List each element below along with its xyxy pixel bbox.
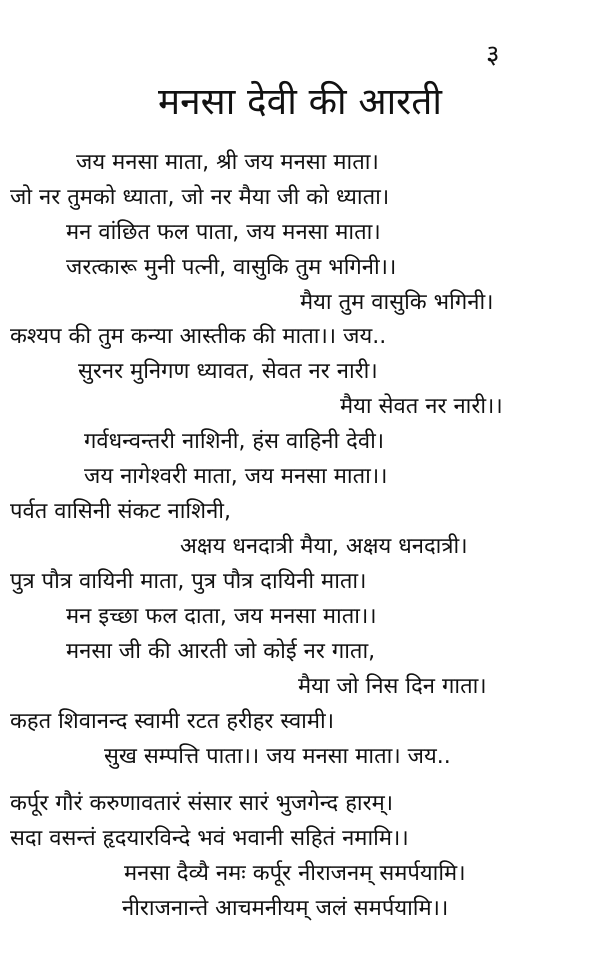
verse-line: सुख सम्पत्ति पाता।। जय मनसा माता। जय.. [104, 744, 451, 769]
verse-line: मन इच्छा फल दाता, जय मनसा माता।। [66, 604, 377, 629]
verse-line: कश्यप की तुम कन्या आस्तीक की माता।। जय.. [10, 324, 387, 349]
verse-line: अक्षय धनदात्री मैया, अक्षय धनदात्री। [180, 534, 468, 559]
verse-line: जरत्कारू मुनी पत्नी, वासुकि तुम भगिनी।। [66, 255, 397, 280]
verse-line: कहत शिवानन्द स्वामी रटत हरीहर स्वामी। [10, 709, 335, 734]
verse-line: मैया सेवत नर नारी।। [340, 394, 503, 419]
verse-line: सदा वसन्तं हृदयारविन्दे भवं भवानी सहितं नमामि।। [10, 826, 409, 851]
verse-line: जय नागेश्वरी माता, जय मनसा माता।। [84, 464, 388, 489]
verse-line: कर्पूर गौरं करुणावतारं संसार सारं भुजगेन्द हारम्। [10, 791, 394, 816]
verse-line: मनसा जी की आरती जो कोई नर गाता, [66, 639, 376, 664]
verse-line: गर्वधन्वन्तरी नाशिनी, हंस वाहिनी देवी। [84, 429, 385, 454]
verse-line: मैया जो निस दिन गाता। [298, 674, 487, 699]
page-number: ३ [486, 40, 500, 70]
verse-line: सुरनर मुनिगण ध्यावत, सेवत नर नारी। [78, 359, 378, 384]
page-title: मनसा देवी की आरती [158, 80, 442, 123]
verse-line: मन वांछित फल पाता, जय मनसा माता। [66, 220, 381, 245]
verse-line: नीराजनान्ते आचमनीयम् जलं समर्पयामि।। [122, 896, 449, 921]
verse-line: पुत्र पौत्र वायिनी माता, पुत्र पौत्र दायिनी माता। [10, 569, 367, 594]
verse-line: मनसा दैव्यै नमः कर्पूर नीराजनम् समर्पयामि। [124, 861, 466, 886]
verse-line: जय मनसा माता, श्री जय मनसा माता। [76, 150, 379, 175]
verse-line: पर्वत वासिनी संकट नाशिनी, [10, 499, 231, 524]
verse-line: मैया तुम वासुकि भगिनी। [300, 290, 494, 315]
verse-line: जो नर तुमको ध्याता, जो नर मैया जी को ध्याता। [10, 185, 390, 210]
